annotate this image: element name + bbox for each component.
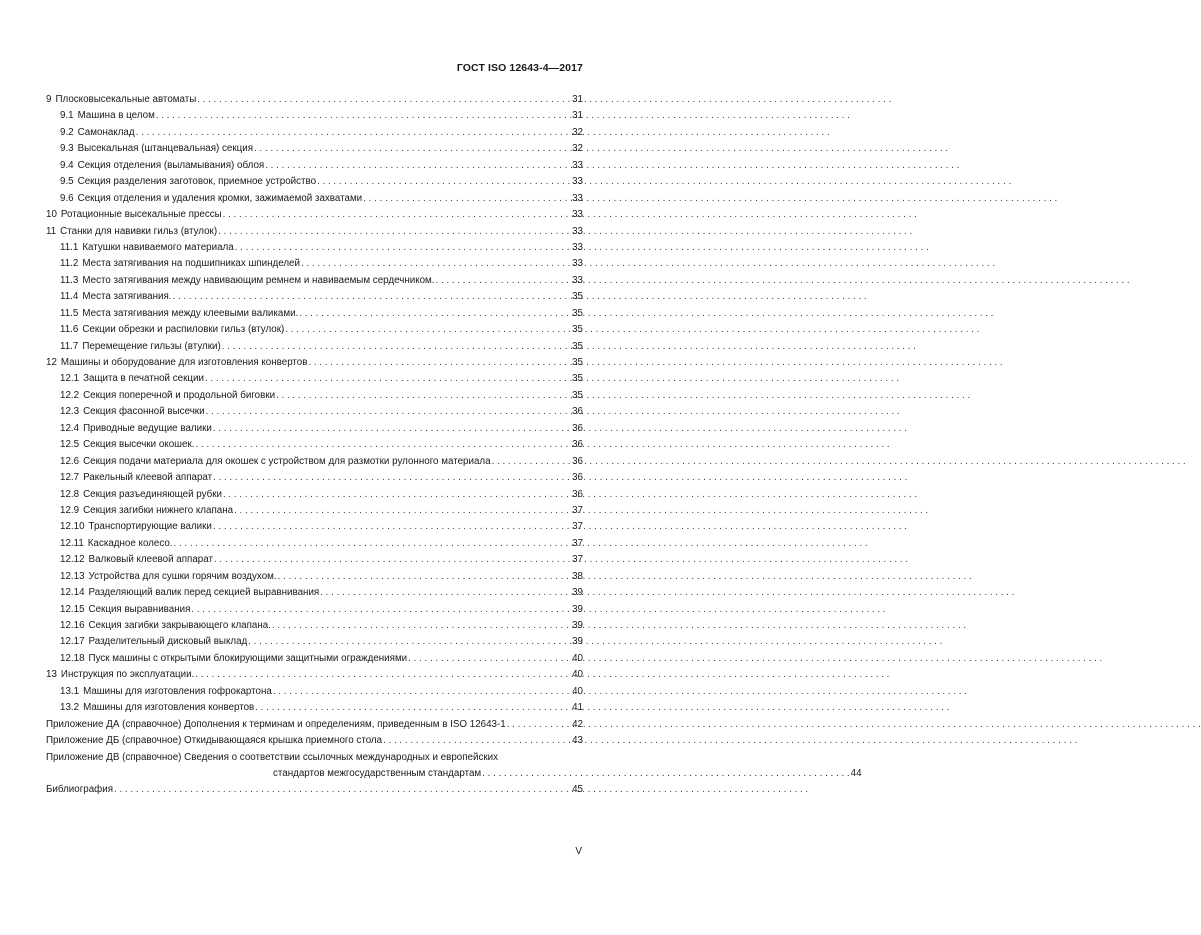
leader-dots (436, 273, 572, 289)
toc-entry[interactable] (46, 569, 583, 585)
leader-dots (299, 306, 571, 322)
toc-entry-number: 10 (46, 209, 57, 221)
toc-entry-title: Станки для навивки гильз (втулок) (60, 225, 218, 237)
toc-entry[interactable] (46, 700, 583, 716)
leader-dots (174, 536, 572, 552)
toc-entry-title: Места затягивания между клеевыми валиками. (82, 307, 299, 319)
toc-entry-number: 9.5 (60, 176, 74, 188)
toc-entry-bibliography[interactable] (46, 782, 583, 798)
toc-entry[interactable] (46, 207, 583, 223)
toc-entry-number: 11.1 (60, 241, 79, 253)
toc-entry[interactable] (46, 289, 583, 305)
toc-entry-page: 32 (572, 126, 583, 138)
toc-entry[interactable] (46, 618, 583, 634)
toc-entry-title: Секция фасонной высечки (83, 406, 205, 418)
leader-dots (213, 519, 571, 535)
toc-entry-number: 13.2 (60, 702, 80, 714)
leader-dots (276, 388, 571, 404)
toc-entry-number: 12.4 (60, 422, 80, 434)
toc-entry-page: 43 (572, 735, 583, 747)
toc-entry-title: Секция выравнивания (88, 603, 191, 615)
toc-entry-page: 33 (572, 209, 583, 221)
toc-entry-page: 36 (572, 422, 583, 434)
toc-entry-title: Транспортирующие валики (88, 521, 212, 533)
toc-entry-number: 12.3 (60, 406, 80, 418)
toc-entry-page: 37 (572, 504, 583, 516)
leader-dots (218, 224, 571, 240)
toc-entry[interactable] (46, 454, 583, 470)
leader-dots (320, 585, 571, 601)
toc-entry-page: 36 (572, 455, 583, 467)
toc-entry-title: Места затягивания на подшипниках шпинделей (82, 258, 300, 270)
toc-entry[interactable] (46, 174, 583, 190)
toc-entry-number: 11.7 (60, 340, 79, 352)
toc-entry-title: Секция отделения (выламывания) облоя (77, 159, 265, 171)
leader-dots (206, 404, 572, 420)
toc-entry[interactable] (46, 717, 583, 733)
toc-entry-page: 33 (572, 258, 583, 270)
toc-entry-page: 39 (572, 587, 583, 599)
toc-entry-number: 11.6 (60, 324, 79, 336)
leader-dots (408, 651, 571, 667)
leader-dots (285, 322, 571, 338)
toc-entry-title: Приложение ДА (справочное) Дополнения к терминам и определениям, приведенным в ISO 12643-1 (46, 718, 506, 730)
toc-entry-title: Устройства для сушки горячим воздухом. (88, 570, 277, 582)
toc-entry-number: 12 (46, 357, 57, 368)
toc-entry-number: 12.14 (60, 587, 85, 599)
leader-dots (205, 371, 571, 387)
toc-entry[interactable] (46, 240, 583, 256)
leader-dots (383, 733, 571, 749)
toc-entry-page: 36 (572, 472, 583, 484)
toc-entry-page: 33 (572, 274, 583, 286)
toc-entry-title: Секция загибки закрывающего клапана. (88, 620, 271, 631)
leader-dots (265, 158, 571, 174)
page-numeral: V (575, 846, 582, 857)
toc-entry-page: 36 (572, 406, 583, 418)
toc-entry-title: Защита в печатной секции (83, 373, 204, 385)
toc-entry[interactable] (46, 355, 583, 371)
toc-entry-title: Валковый клеевой аппарат (88, 554, 213, 566)
toc-entry-page: 33 (572, 241, 583, 253)
toc-entry-number: 12.10 (60, 521, 85, 533)
toc-entry-title: Высекальная (штанцевальная) секция (77, 143, 254, 155)
toc-entry-number: 12.16 (60, 620, 85, 631)
toc-entry-page: 35 (572, 324, 583, 336)
toc-entry-title: Машины и оборудование для изготовления конвертов (60, 357, 308, 368)
leader-dots (222, 339, 571, 355)
toc-entry-page: 31 (572, 94, 583, 105)
toc-entry-title: Ротационные высекальные прессы (60, 209, 222, 221)
toc-entry-page: 40 (572, 669, 583, 681)
toc-entry[interactable] (46, 125, 583, 141)
toc-entry-number: 13.1 (60, 685, 80, 697)
document-header: ГОСТ ISO 12643-4—2017 (456, 62, 583, 74)
toc-entry-page: 35 (572, 340, 583, 352)
toc-entry-number: 12.5 (60, 439, 80, 451)
leader-dots (482, 766, 849, 782)
leader-dots (195, 437, 571, 453)
toc-entry-title: Ракельный клеевой аппарат (83, 472, 213, 484)
toc-entry-page: 33 (572, 159, 583, 171)
toc-entry[interactable] (46, 503, 583, 519)
leader-dots (272, 618, 571, 634)
toc-entry-number: 13 (46, 669, 57, 681)
toc-entry-title: Приводные ведущие валики (83, 422, 212, 434)
toc-entry-page: 35 (572, 357, 583, 368)
toc-entry-page: 39 (572, 603, 583, 615)
toc-entry[interactable] (46, 519, 583, 535)
toc-entry-title: Приложение ДВ (справочное) Сведения о соответствии ссылочных международных и европейских (46, 751, 499, 763)
toc-entry[interactable] (46, 306, 583, 322)
toc-entry-number: 11.2 (60, 258, 79, 270)
leader-dots (301, 256, 571, 272)
toc-entry-page: 37 (572, 521, 583, 533)
toc-entry[interactable] (46, 602, 583, 618)
toc-entry-title: Разделительный дисковый выклад (88, 636, 248, 648)
toc-entry[interactable] (46, 585, 583, 601)
leader-dots (213, 421, 571, 437)
toc-entry-number: 12.9 (60, 504, 80, 516)
toc-entry[interactable] (46, 651, 583, 667)
toc-entry-number: 12.1 (60, 373, 80, 385)
leader-dots (255, 700, 571, 716)
toc-entry[interactable] (46, 470, 583, 486)
toc-entry[interactable] (46, 256, 583, 272)
toc-entry-page: 38 (572, 570, 583, 582)
leader-dots (507, 717, 571, 733)
toc-entry[interactable] (46, 273, 583, 289)
toc-entry-page: 45 (572, 784, 583, 796)
leader-dots (223, 207, 571, 223)
toc-entry-page: 35 (572, 373, 583, 385)
toc-entry-title: Секция высечки окошек. (83, 439, 195, 451)
toc-entry[interactable] (46, 684, 583, 700)
toc-entry[interactable] (46, 108, 583, 124)
toc-entry-title: Секция поперечной и продольной биговки (83, 389, 276, 401)
toc-entry[interactable] (46, 536, 583, 552)
toc-entry-number: 11.3 (60, 274, 79, 286)
toc-entry[interactable] (46, 92, 583, 108)
toc-entry-title: Секция отделения и удаления кромки, зажимаемой захватами (77, 192, 363, 204)
toc-entry-page: 36 (572, 439, 583, 451)
toc-entry-page: 39 (572, 636, 583, 648)
toc-entry-title: Машина в целом (77, 110, 155, 122)
toc-entry[interactable] (46, 191, 583, 207)
toc-entry[interactable] (46, 421, 583, 437)
toc-entry-page: 42 (572, 718, 583, 730)
toc-entry-page: 44 (850, 767, 862, 779)
toc-entry-title: Машины для изготовления гофрокартона (83, 685, 272, 697)
leader-dots (156, 108, 571, 124)
toc-entry[interactable] (46, 437, 583, 453)
toc-entry-title: Катушки навиваемого материала (82, 241, 234, 253)
leader-dots (492, 454, 572, 470)
toc-entry[interactable] (46, 339, 583, 355)
toc-entry-title: Секция подачи материала для окошек с устройством для размотки рулонного материала (83, 455, 491, 467)
toc-entry-title: Приложение ДБ (справочное) Откидывающаяся крышка приемного стола (46, 735, 383, 747)
leader-dots (317, 174, 571, 190)
leader-dots (254, 141, 571, 157)
toc-entry-page: 39 (572, 620, 583, 631)
toc-entry-number: 9.1 (60, 110, 74, 122)
toc-entry[interactable] (46, 487, 583, 503)
toc-entry-page: 41 (572, 702, 583, 714)
leader-dots (273, 684, 571, 700)
toc-entry[interactable] (46, 404, 583, 420)
toc-entry-number: 12.7 (60, 472, 80, 484)
toc-entry-page: 32 (572, 143, 583, 155)
toc-entry-page: 35 (572, 307, 583, 319)
leader-dots (114, 782, 571, 798)
leader-dots (234, 503, 571, 519)
toc-entry[interactable] (46, 634, 583, 650)
leader-dots (308, 355, 571, 371)
toc-entry-number: 12.17 (60, 636, 85, 648)
toc-entry-number: 12.2 (60, 389, 80, 401)
toc-entry-title: Секция загибки нижнего клапана (83, 504, 234, 516)
toc-entry[interactable] (46, 733, 583, 749)
toc-entry-page: 31 (572, 110, 583, 122)
toc-entry-title: Плосковысекальные автоматы (55, 94, 197, 105)
leader-dots (195, 667, 571, 683)
toc-entry-title: Секция разъединяющей рубки (83, 488, 222, 500)
leader-dots (278, 569, 571, 585)
leader-dots (235, 240, 571, 256)
leader-dots (214, 552, 571, 568)
toc-entry-number: 12.15 (60, 603, 85, 615)
toc-entry-number: 9.2 (60, 126, 74, 138)
toc-entry[interactable] (46, 158, 583, 174)
leader-dots (248, 634, 571, 650)
toc-entry-appendix-dv[interactable] (46, 750, 862, 783)
toc-entry-page: 36 (572, 488, 583, 500)
toc-entry[interactable] (46, 371, 583, 387)
leader-dots (213, 470, 571, 486)
toc-entry-number: 11.5 (60, 307, 79, 319)
leader-dots (136, 125, 572, 141)
toc-entry-title: Каскадное колесо. (87, 537, 173, 549)
toc-entry[interactable] (46, 141, 583, 157)
toc-entry-page: 37 (572, 554, 583, 566)
toc-entry-title-continued: стандартов межгосударственным стандартам (273, 767, 482, 779)
toc-entry-page: 37 (572, 537, 583, 549)
toc-entry-title: Секции обрезки и распиловки гильз (втулок) (82, 324, 285, 336)
toc-entry-title: Перемещение гильзы (втулки) (82, 340, 221, 352)
toc-entry-title: Библиография (46, 784, 114, 796)
toc-entry-number: 12.8 (60, 488, 80, 500)
toc-entry-title: Инструкция по эксплуатации. (60, 669, 195, 681)
toc-entry-number: 9.6 (60, 192, 74, 204)
table-of-contents (46, 92, 862, 799)
toc-entry[interactable] (46, 224, 583, 240)
toc-entry-title: Пуск машины с открытыми блокирующими защитными ограждениями (88, 652, 408, 664)
toc-entry[interactable] (46, 322, 583, 338)
toc-entry-number: 9 (46, 94, 52, 105)
toc-entry-number: 12.12 (60, 554, 85, 566)
toc-entry-title: Секция разделения заготовок, приемное устройство (77, 176, 317, 188)
toc-entry-page: 40 (572, 652, 583, 664)
leader-dots (191, 602, 571, 618)
toc-entry-number: 12.13 (60, 570, 85, 582)
toc-entry-page: 35 (572, 291, 583, 303)
toc-entry-number: 12.6 (60, 455, 80, 467)
toc-entry-number: 12.18 (60, 652, 85, 664)
toc-entry[interactable] (46, 552, 583, 568)
toc-entry-page: 33 (572, 176, 583, 188)
toc-entry-page: 33 (572, 225, 583, 237)
toc-entry[interactable] (46, 388, 583, 404)
toc-entry-title: Места затягивания. (82, 291, 172, 303)
toc-entry-title: Самонаклад (77, 126, 135, 138)
toc-entry-number: 9.3 (60, 143, 74, 155)
toc-entry-title: Разделяющий валик перед секцией выравнивания (88, 587, 320, 599)
toc-entry-title: Место затягивания между навивающим ремнем и навиваемым сердечником. (82, 274, 435, 286)
toc-entry-page: 35 (572, 389, 583, 401)
toc-entry-number: 9.4 (60, 159, 74, 171)
toc-entry-title: Машины для изготовления конвертов (83, 702, 255, 714)
leader-dots (223, 487, 571, 503)
toc-entry-number: 11.4 (60, 291, 79, 303)
toc-entry-page: 33 (572, 192, 583, 204)
toc-entry-number: 11 (46, 225, 57, 237)
toc-entry-number: 12.11 (60, 537, 84, 549)
leader-dots (173, 289, 572, 305)
toc-entry-page: 40 (572, 685, 583, 697)
toc-entry[interactable] (46, 667, 583, 683)
leader-dots (363, 191, 571, 207)
leader-dots (197, 92, 571, 108)
